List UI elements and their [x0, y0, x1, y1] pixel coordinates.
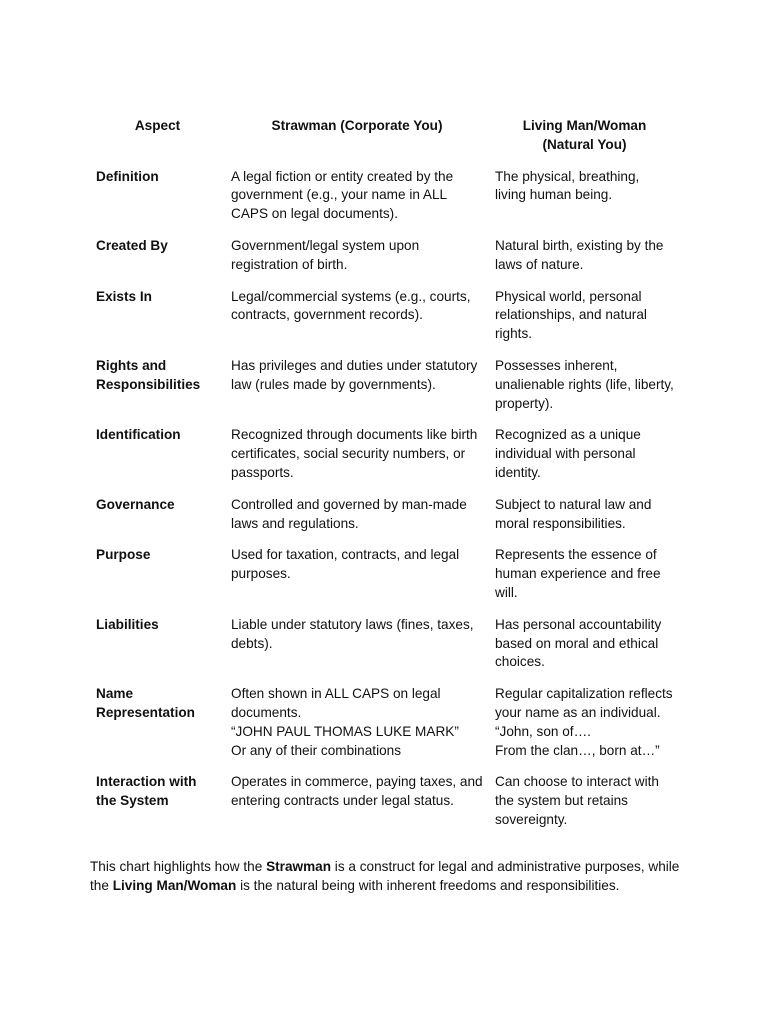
living-cell: Can choose to interact with the system but retains sovereignty. [495, 774, 659, 827]
strawman-cell: Controlled and governed by man-made laws and regulations. [231, 496, 467, 531]
summary-strawman-term: Strawman [266, 859, 332, 874]
summary-text-3: is the natural being with inherent freedoms and responsibilities. [236, 877, 620, 893]
summary-living-term: Living Man/Woman [112, 877, 237, 893]
living-cell: Physical world, personal relationships, and natural rights. [495, 288, 647, 342]
strawman-cell: Recognized through documents like birth certificates, social security numbers, or passports. [231, 427, 478, 480]
summary-text-1: This chart highlights how the [90, 859, 267, 874]
header-living-line1: Living Man/Woman [522, 118, 647, 133]
strawman-cell: Legal/commercial systems (e.g., courts, contracts, government records). [231, 288, 471, 323]
header-living [489, 117, 680, 168]
aspect-cell: Rights and Responsibilities [96, 357, 201, 392]
table-row [90, 496, 680, 547]
strawman-cell: Used for taxation, contracts, and legal purposes. [231, 547, 460, 582]
comparison-table [90, 117, 680, 843]
living-cell [489, 685, 680, 773]
table-row [90, 288, 680, 357]
living-cell: The physical, breathing, living human being. [495, 168, 640, 203]
table-row [90, 773, 680, 842]
living-cell: Recognized as a unique individual with personal identity. [495, 427, 641, 480]
table-row [90, 616, 680, 685]
aspect-cell: Governance [96, 496, 175, 512]
table-row [90, 168, 680, 237]
table-row-name-representation [90, 685, 680, 773]
aspect-cell: Interaction with the System [96, 774, 197, 809]
strawman-cell [225, 685, 489, 773]
summary-paragraph [90, 858, 690, 896]
living-cell: Possesses inherent, unalienable rights (life, liberty, property). [495, 357, 674, 411]
header-aspect: Aspect [134, 118, 181, 133]
living-name-line2: From the clan…, born at…” [495, 742, 660, 758]
strawman-name-line3: Or any of their combinations [231, 742, 402, 758]
strawman-cell: Has privileges and duties under statutory law (rules made by governments). [231, 357, 478, 392]
aspect-cell: Definition [96, 168, 159, 184]
strawman-name-line1: Often shown in ALL CAPS on legal documents. [231, 686, 441, 720]
living-cell: Subject to natural law and moral responsibilities. [495, 496, 652, 531]
header-strawman: Strawman (Corporate You) [271, 118, 443, 133]
strawman-cell: Government/legal system upon registration of birth. [231, 237, 420, 272]
table-row [90, 237, 680, 288]
aspect-cell: Purpose [96, 547, 151, 563]
header-living-line2: (Natural You) [542, 136, 627, 152]
table-row [90, 357, 680, 426]
living-cell: Natural birth, existing by the laws of nature. [495, 237, 664, 272]
aspect-cell: Created By [96, 237, 168, 253]
living-cell: Has personal accountability based on moral and ethical choices. [495, 616, 662, 670]
strawman-name-example: “JOHN PAUL THOMAS LUKE MARK” [231, 723, 459, 739]
table-row [90, 546, 680, 615]
aspect-cell: Identification [96, 427, 181, 443]
summary-text-2: is a construct for legal and administrative purposes, while the [90, 859, 680, 893]
aspect-cell: Liabilities [96, 616, 159, 632]
strawman-cell: Operates in commerce, paying taxes, and entering contracts under legal status. [231, 774, 483, 809]
strawman-cell: Liable under statutory laws (fines, taxes, debts). [231, 616, 474, 651]
aspect-cell: Name Representation [96, 686, 195, 720]
strawman-cell: A legal fiction or entity created by the government (e.g., your name in ALL CAPS on legal documents). [231, 168, 454, 222]
table-row [90, 426, 680, 495]
living-name-line1: Regular capitalization reflects your name as an individual. “John, son of…. [495, 686, 673, 739]
header-row [90, 117, 680, 168]
aspect-cell: Exists In [96, 288, 152, 304]
living-cell: Represents the essence of human experience and free will. [495, 547, 661, 600]
